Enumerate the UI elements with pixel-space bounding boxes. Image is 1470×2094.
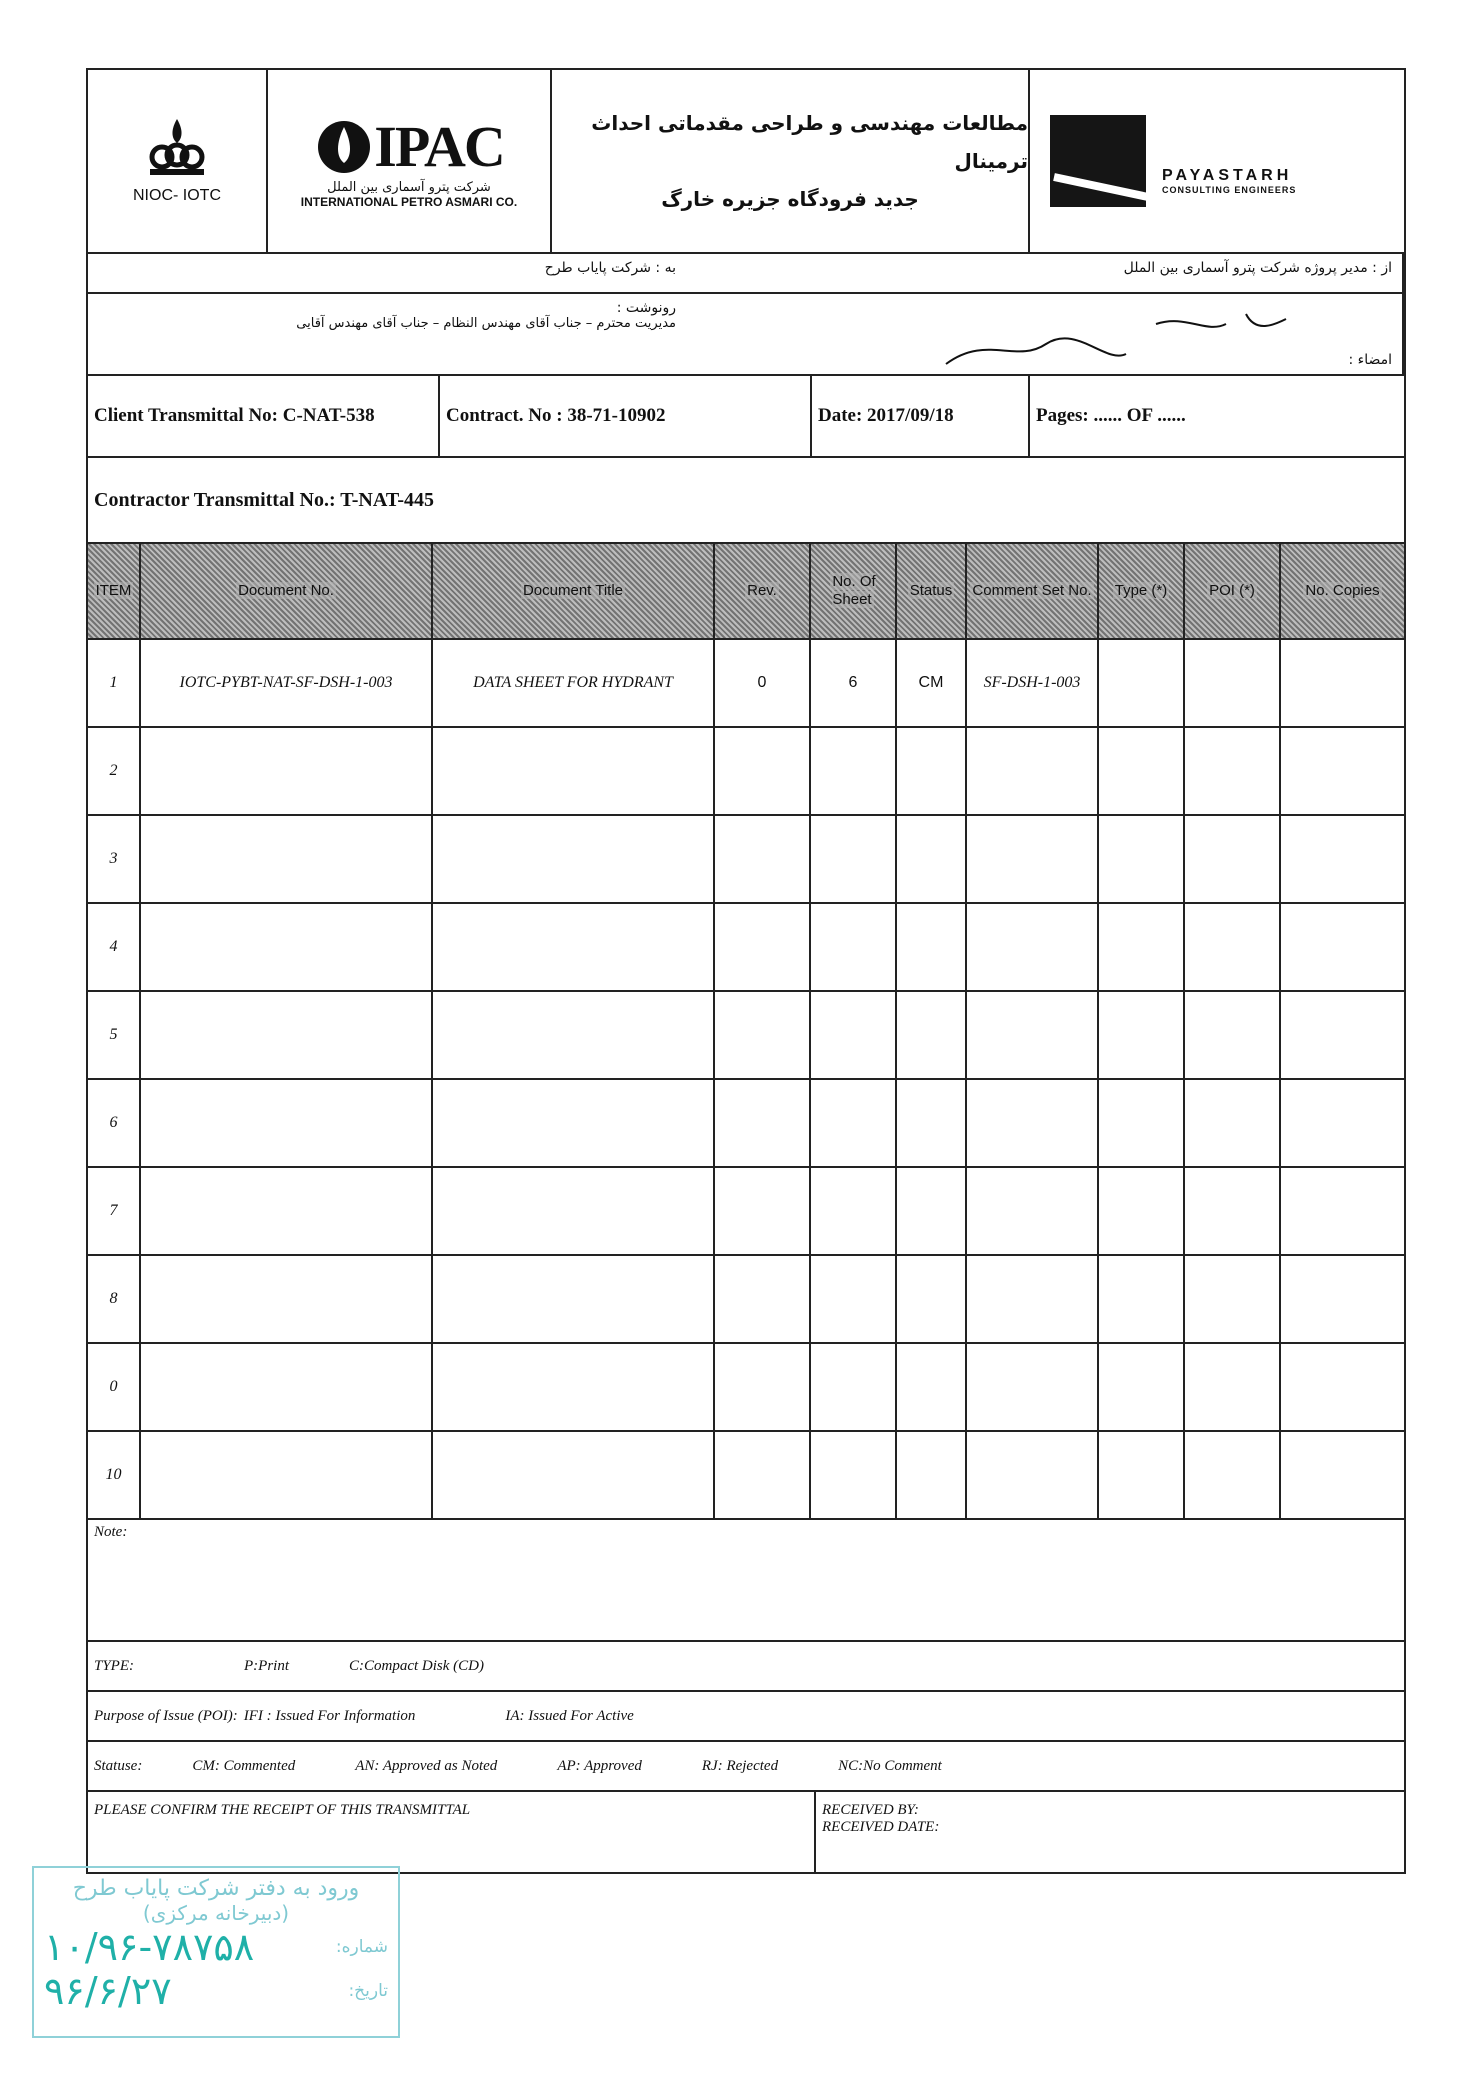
cell-comment-set xyxy=(966,1167,1098,1255)
cell-type xyxy=(1098,903,1184,991)
documents-table xyxy=(88,544,1404,1520)
cell-title xyxy=(432,1255,714,1343)
stamp-number-value: ۱۰/۹۶-۷۸۷۵۸ xyxy=(44,1925,255,1969)
cell-comment-set xyxy=(966,1255,1098,1343)
stamp-number-label: شماره: xyxy=(335,1937,388,1957)
cell-sheets xyxy=(810,903,896,991)
ipac-logo-text: IPAC xyxy=(374,114,504,179)
cell-sheets xyxy=(810,1167,896,1255)
cell-item: 10 xyxy=(88,1431,140,1519)
table-row xyxy=(88,1079,1404,1167)
stamp-line2: (دبیرخانه مرکزی) xyxy=(142,1901,290,1925)
stamp-date-row xyxy=(34,1969,398,2013)
cell-copies xyxy=(1280,1167,1404,1255)
cell-item: 4 xyxy=(88,903,140,991)
cc-field xyxy=(88,294,686,374)
table-row xyxy=(88,639,1404,727)
cell-title xyxy=(432,1431,714,1519)
cell-status: CM xyxy=(896,639,966,727)
cell-copies xyxy=(1280,1431,1404,1519)
cell-copies xyxy=(1280,1079,1404,1167)
cell-comment-set xyxy=(966,1343,1098,1431)
col-document-no: Document No. xyxy=(140,544,432,639)
payastarh-name: PAYASTARH xyxy=(1162,167,1293,184)
cell-sheets: 6 xyxy=(810,639,896,727)
contractor-transmittal: Contractor Transmittal No.: T-NAT-445 xyxy=(88,458,1404,544)
addressee-row-1 xyxy=(88,254,1404,294)
cell-type xyxy=(1098,815,1184,903)
cell-doc-no xyxy=(140,1255,432,1343)
cell-status xyxy=(896,815,966,903)
col-item: ITEM xyxy=(88,544,140,639)
cell-poi xyxy=(1184,727,1280,815)
cc-value: مدیریت محترم – جناب آقای مهندس النظام – جناب آقای مهندس آقایی xyxy=(296,316,676,331)
received-box xyxy=(816,1792,1404,1872)
cell-title xyxy=(432,727,714,815)
payastarh-mark-icon xyxy=(1050,115,1146,207)
poi-ifi: IFI : Issued For Information xyxy=(243,1707,416,1724)
table-row xyxy=(88,1343,1404,1431)
cell-title xyxy=(432,1079,714,1167)
cell-doc-no xyxy=(140,1343,432,1431)
ipac-name-fa: شرکت پترو آسماری بین الملل xyxy=(327,180,491,195)
cell-item: 2 xyxy=(88,727,140,815)
to-field: به : شرکت پایاب طرح xyxy=(544,260,676,276)
poi-ia: IA: Issued For Active xyxy=(505,1707,634,1724)
cell-type xyxy=(1098,727,1184,815)
cell-poi xyxy=(1184,1431,1280,1519)
received-by: RECEIVED BY: xyxy=(822,1802,919,1818)
date-field: Date: 2017/09/18 xyxy=(812,376,1030,456)
stamp-date-value: ۹۶/۶/۲۷ xyxy=(44,1969,172,2013)
project-title-line1: مطالعات مهندسی و طراحی مقدماتی احداث ترمینال xyxy=(591,111,1028,173)
pages-field: Pages: ...... OF ...... xyxy=(1036,405,1186,426)
cell-status xyxy=(896,1431,966,1519)
note-label: Note: xyxy=(94,1524,128,1540)
status-nc: NC:No Comment xyxy=(838,1757,942,1774)
cell-doc-no xyxy=(140,1167,432,1255)
cell-copies xyxy=(1280,639,1404,727)
addressee-row-2 xyxy=(88,294,1404,376)
cell-copies xyxy=(1280,727,1404,815)
header-row xyxy=(88,70,1404,254)
cell-comment-set xyxy=(966,991,1098,1079)
cell-title xyxy=(432,1343,714,1431)
nioc-logo-box xyxy=(88,70,268,252)
signature-label: امضاء : xyxy=(1348,352,1392,368)
cell-status xyxy=(896,1167,966,1255)
cell-rev xyxy=(714,1431,810,1519)
poi-label: Purpose of Issue (POI): xyxy=(94,1707,238,1724)
table-row xyxy=(88,1255,1404,1343)
cell-sheets xyxy=(810,991,896,1079)
cell-sheets xyxy=(810,815,896,903)
col-copies: No. Copies xyxy=(1280,544,1404,639)
col-status: Status xyxy=(896,544,966,639)
stamp-number-row xyxy=(34,1925,398,1969)
table-header-row xyxy=(88,544,1404,639)
status-cm: CM: Commented xyxy=(192,1757,296,1774)
cell-rev: 0 xyxy=(714,639,810,727)
cell-status xyxy=(896,1343,966,1431)
status-rj: RJ: Rejected xyxy=(701,1757,779,1774)
cell-sheets xyxy=(810,1431,896,1519)
cell-comment-set: SF-DSH-1-003 xyxy=(966,639,1098,727)
cell-status xyxy=(896,727,966,815)
cell-type xyxy=(1098,1431,1184,1519)
nioc-flame-icon xyxy=(142,117,212,177)
cell-rev xyxy=(714,903,810,991)
col-type: Type (*) xyxy=(1098,544,1184,639)
cell-copies xyxy=(1280,1343,1404,1431)
cell-item: 8 xyxy=(88,1255,140,1343)
cell-type xyxy=(1098,1255,1184,1343)
cell-comment-set xyxy=(966,903,1098,991)
cell-rev xyxy=(714,1167,810,1255)
cell-item: 1 xyxy=(88,639,140,727)
cell-copies xyxy=(1280,991,1404,1079)
cell-rev xyxy=(714,991,810,1079)
nioc-label: NIOC- IOTC xyxy=(133,187,221,204)
cell-title xyxy=(432,815,714,903)
cell-poi xyxy=(1184,903,1280,991)
col-document-title: Document Title xyxy=(432,544,714,639)
table-row xyxy=(88,727,1404,815)
cell-doc-no xyxy=(140,815,432,903)
cell-doc-no xyxy=(140,727,432,815)
cell-copies xyxy=(1280,1255,1404,1343)
cell-comment-set xyxy=(966,1079,1098,1167)
status-label: Statuse: xyxy=(94,1757,143,1774)
col-rev: Rev. xyxy=(714,544,810,639)
handwritten-signature-icon xyxy=(926,294,1326,374)
cell-copies xyxy=(1280,815,1404,903)
cell-poi xyxy=(1184,639,1280,727)
cell-status xyxy=(896,903,966,991)
type-legend xyxy=(88,1642,1404,1692)
cell-item: 3 xyxy=(88,815,140,903)
note-area xyxy=(88,1520,1404,1642)
type-label: TYPE: xyxy=(94,1657,135,1674)
cell-type xyxy=(1098,1079,1184,1167)
cell-sheets xyxy=(810,727,896,815)
receipt-stamp xyxy=(32,1866,400,2038)
ipac-name-en: INTERNATIONAL PETRO ASMARI CO. xyxy=(300,195,518,209)
cell-copies xyxy=(1280,903,1404,991)
contract-no: Contract. No : 38-71-10902 xyxy=(440,376,812,456)
poi-legend xyxy=(88,1692,1404,1742)
status-legend xyxy=(88,1742,1404,1792)
cell-title xyxy=(432,991,714,1079)
cell-comment-set xyxy=(966,815,1098,903)
cell-item: 7 xyxy=(88,1167,140,1255)
cell-rev xyxy=(714,815,810,903)
cc-label: رونوشت : xyxy=(616,300,676,316)
cell-poi xyxy=(1184,1343,1280,1431)
cell-status xyxy=(896,1079,966,1167)
project-title-box xyxy=(552,70,1030,252)
cell-poi xyxy=(1184,815,1280,903)
payastarh-logo-box xyxy=(1030,70,1400,252)
table-row xyxy=(88,1167,1404,1255)
cell-doc-no xyxy=(140,1079,432,1167)
cell-rev xyxy=(714,727,810,815)
cell-poi xyxy=(1184,991,1280,1079)
table-row xyxy=(88,1431,1404,1519)
confirm-text: PLEASE CONFIRM THE RECEIPT OF THIS TRANSMITTAL xyxy=(88,1792,816,1872)
ipac-drop-icon xyxy=(314,117,374,177)
cell-status xyxy=(896,991,966,1079)
payastarh-sub: CONSULTING ENGINEERS xyxy=(1162,185,1297,195)
cell-rev xyxy=(714,1343,810,1431)
col-poi: POI (*) xyxy=(1184,544,1280,639)
cell-comment-set xyxy=(966,1431,1098,1519)
table-row xyxy=(88,991,1404,1079)
col-no-of-sheet: No. Of Sheet xyxy=(810,544,896,639)
cell-sheets xyxy=(810,1255,896,1343)
cell-title: DATA SHEET FOR HYDRANT xyxy=(432,639,714,727)
cell-type xyxy=(1098,1343,1184,1431)
cell-doc-no: IOTC-PYBT-NAT-SF-DSH-1-003 xyxy=(140,639,432,727)
cell-poi xyxy=(1184,1255,1280,1343)
project-title-line2: جدید فرودگاه جزیره خارگ xyxy=(661,187,919,211)
cell-status xyxy=(896,1255,966,1343)
transmittal-sheet xyxy=(86,68,1406,1874)
cell-title xyxy=(432,903,714,991)
cell-poi xyxy=(1184,1079,1280,1167)
table-row xyxy=(88,903,1404,991)
cell-item: 0 xyxy=(88,1343,140,1431)
received-date: RECEIVED DATE: xyxy=(822,1819,940,1835)
cell-doc-no xyxy=(140,903,432,991)
cell-doc-no xyxy=(140,991,432,1079)
cell-sheets xyxy=(810,1079,896,1167)
type-print: P:Print xyxy=(244,1657,290,1674)
cell-doc-no xyxy=(140,1431,432,1519)
table-row xyxy=(88,815,1404,903)
cell-poi xyxy=(1184,1167,1280,1255)
cell-item: 6 xyxy=(88,1079,140,1167)
cell-type xyxy=(1098,639,1184,727)
col-comment-set: Comment Set No. xyxy=(966,544,1098,639)
cell-type xyxy=(1098,991,1184,1079)
stamp-line1: ورود به دفتر شرکت پایاب طرح xyxy=(72,1876,360,1901)
cell-rev xyxy=(714,1079,810,1167)
cell-rev xyxy=(714,1255,810,1343)
cell-sheets xyxy=(810,1343,896,1431)
cell-comment-set xyxy=(966,727,1098,815)
ipac-logo-box xyxy=(268,70,552,252)
from-field: از : مدیر پروژه شرکت پترو آسماری بین الملل xyxy=(686,254,1404,292)
cell-type xyxy=(1098,1167,1184,1255)
cell-title xyxy=(432,1167,714,1255)
confirm-row xyxy=(88,1792,1404,1872)
type-cd: C:Compact Disk (CD) xyxy=(349,1657,485,1674)
info-row xyxy=(88,376,1404,458)
client-transmittal: Client Transmittal No: C-NAT-538 xyxy=(88,376,440,456)
stamp-date-label: تاریخ: xyxy=(348,1981,388,2001)
status-an: AN: Approved as Noted xyxy=(355,1757,498,1774)
cell-item: 5 xyxy=(88,991,140,1079)
signature-field xyxy=(686,294,1404,374)
status-ap: AP: Approved xyxy=(557,1757,642,1774)
